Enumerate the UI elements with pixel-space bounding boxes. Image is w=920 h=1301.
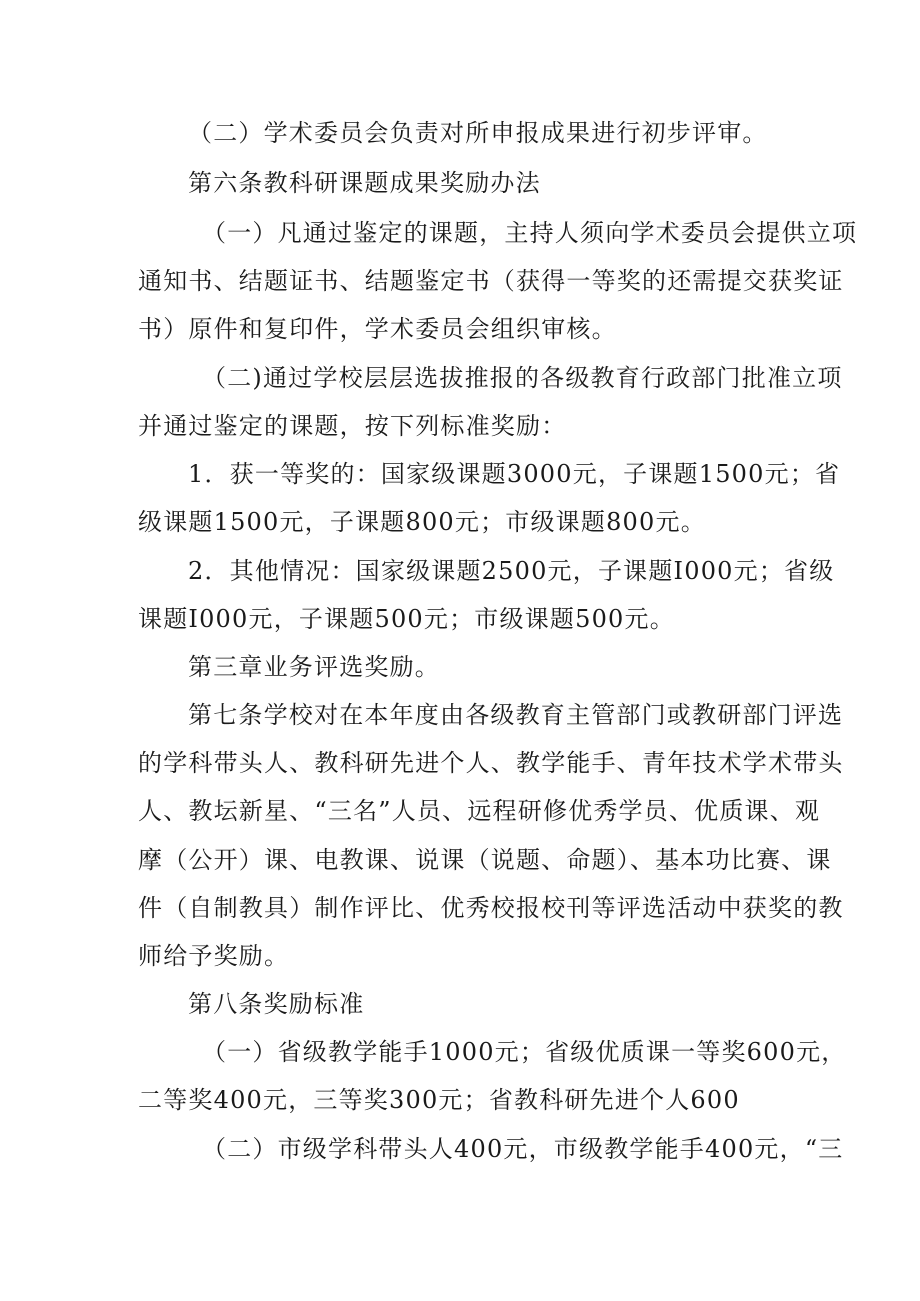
paragraph-line: 第七条学校对在本年度由各级教育主管部门或教研部门评选 bbox=[188, 701, 844, 729]
paragraph-line: （二）学术委员会负责对所申报成果进行初步评审。 bbox=[188, 119, 768, 147]
paragraph-line: 的学科带头人、教科研先进个人、教学能手、青年技术学术带头 bbox=[138, 749, 844, 777]
paragraph-line: 师给予奖励。 bbox=[138, 942, 290, 970]
paragraph-line: 书）原件和复印件，学术委员会组织审核。 bbox=[138, 315, 617, 343]
paragraph-line: 摩（公开）课、电教课、说课（说题、命题）、基本功比赛、课 bbox=[138, 846, 832, 874]
paragraph-line: 2．其他情况：国家级课题2500元，子课题I000元；省级 bbox=[188, 557, 835, 585]
paragraph-line: 级课题1500元，子课题800元；市级课题800元。 bbox=[138, 508, 706, 536]
paragraph-line: （一）凡通过鉴定的课题，主持人须向学术委员会提供立项 bbox=[202, 219, 858, 247]
paragraph-line: 1．获一等奖的：国家级课题3000元，子课题1500元；省 bbox=[188, 460, 841, 488]
chapter-heading: 第三章业务评选奖励。 bbox=[188, 653, 440, 681]
article-heading: 第六条教科研课题成果奖励办法 bbox=[188, 169, 541, 197]
article-heading: 第八条奖励标准 bbox=[188, 990, 365, 1018]
paragraph-line: 二等奖400元，三等奖300元；省教科研先进个人600 bbox=[138, 1086, 740, 1114]
paragraph-line: （一）省级教学能手1000元；省级优质课一等奖600元， bbox=[202, 1038, 847, 1066]
paragraph-line: 课题I000元，子课题500元；市级课题500元。 bbox=[138, 605, 675, 633]
paragraph-line: 通知书、结题证书、结题鉴定书（获得一等奖的还需提交获奖证 bbox=[138, 267, 844, 295]
paragraph-line: （二)通过学校层层选拔推报的各级教育行政部门批准立项 bbox=[202, 364, 843, 392]
paragraph-line: （二）市级学科带头人400元，市级教学能手400元，“三 bbox=[202, 1135, 844, 1163]
paragraph-line: 人、教坛新星、“三名”人员、远程研修优秀学员、优质课、观 bbox=[138, 797, 821, 825]
paragraph-line: 件（自制教具）制作评比、优秀校报校刊等评选活动中获奖的教 bbox=[138, 894, 844, 922]
paragraph-line: 并通过鉴定的课题，按下列标准奖励： bbox=[138, 412, 567, 440]
